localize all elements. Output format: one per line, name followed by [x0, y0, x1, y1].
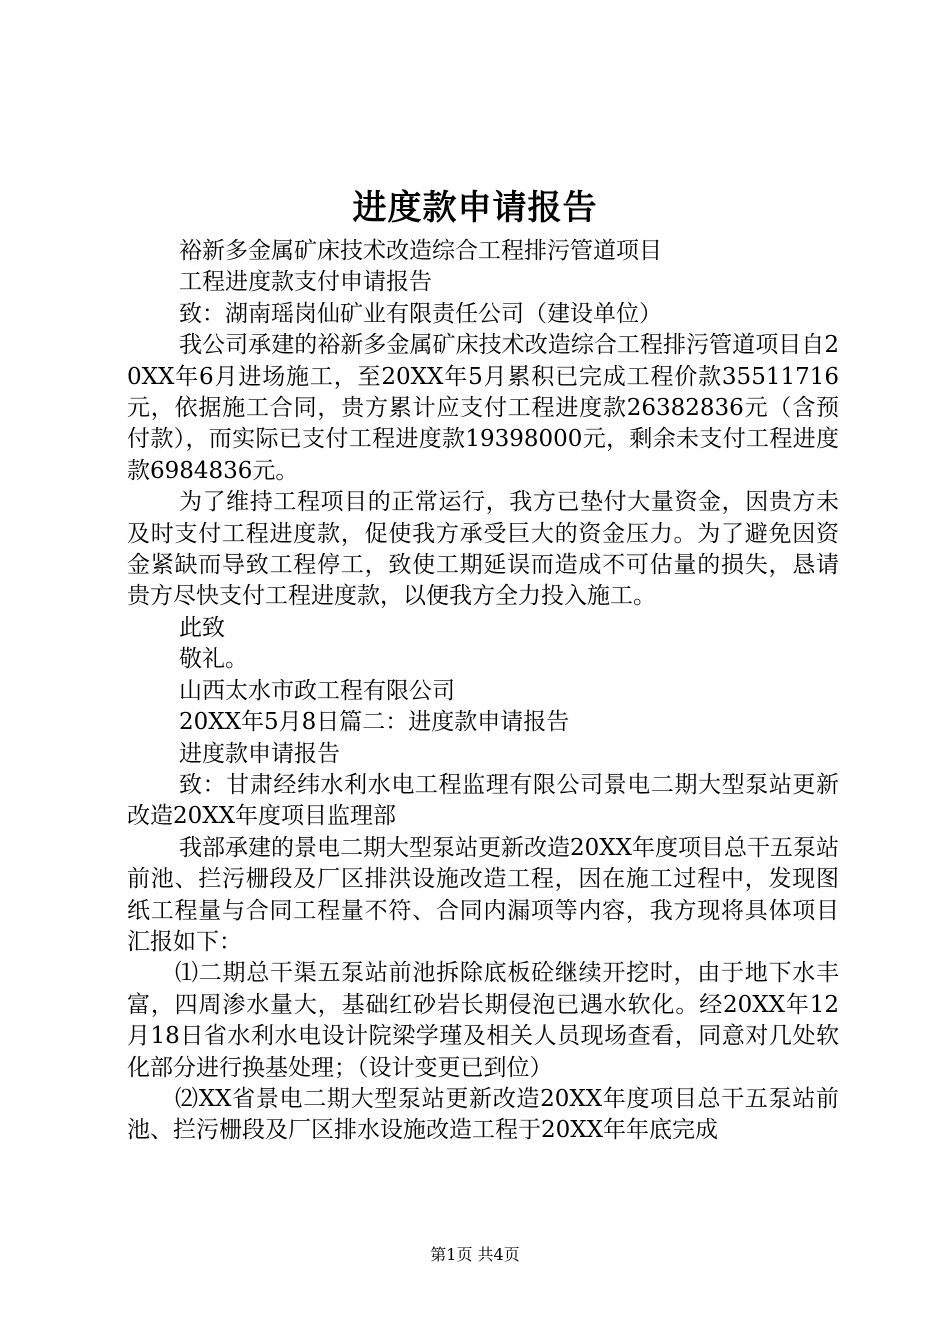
paragraph-item-2: ⑵XX省景电二期大型泵站更新改造20XX年度项目总干五泵站前池、拦污栅段及厂区排水设施改造工程于20XX年年底完成 [127, 1085, 839, 1144]
paragraph-closing-2: 敬礼。 [179, 646, 248, 673]
paragraph-second-body: 我部承建的景电二期大型泵站更新改造20XX年度项目总干五泵站前池、拦污栅段及厂区排洪设施改造工程，因在施工过程中，发现图纸工程量与合同工程量不符、合同内漏项等内容，我方现将具体项目汇报如下： [127, 834, 840, 955]
paragraph-item-1: ⑴二期总干渠五泵站前池拆除底板砼继续开挖时，由于地下水丰富，四周渗水量大，基础红砂岩长期侵泡已遇水软化。经20XX年12月18日省水利水电设计院梁学瑾及相关人员现场查看，同意对几处软化部分进行换基处理；（设计变更已到位） [127, 960, 839, 1081]
paragraph-company: 山西太水市政工程有限公司 [179, 677, 455, 704]
paragraph-request: 为了维持工程项目的正常运行，我方已垫付大量资金，因贵方未及时支付工程进度款，促使我方承受巨大的资金压力。为了避免因资金紧缺而导致工程停工，致使工期延误而造成不可估量的损失，恳请贵方尽快支付工程进度款，以便我方全力投入施工。 [127, 489, 839, 610]
paragraph-date: 20XX年5月8日篇二：进度款申请报告 [179, 709, 570, 736]
paragraph-project-name: 裕新多金属矿床技术改造综合工程排污管道项目 [179, 238, 662, 264]
paragraph-report-title: 工程进度款支付申请报告 [179, 269, 432, 296]
document-title: 进度款申请报告 [352, 188, 598, 228]
page-footer: 第1页 共4页 [430, 1245, 520, 1264]
document-body [127, 236, 839, 1147]
paragraph-second-addressee: 致：甘肃经纬水利水电工程监理有限公司景电二期大型泵站更新改造20XX年度项目监理部 [127, 771, 839, 830]
paragraph-progress: 我公司承建的裕新多金属矿床技术改造综合工程排污管道项目自20XX年6月进场施工，至20XX年5月累积已完成工程价款35511716元，依据施工合同，贵方累计应支付工程进度款26382836元（含预付款），而实际已支付工程进度款19398000元，剩余未支付工程进度款6984836元。 [127, 332, 839, 484]
paragraph-second-title: 进度款申请报告 [179, 740, 340, 767]
paragraph-closing-1: 此致 [179, 614, 225, 641]
paragraph-addressee: 致：湖南瑶岗仙矿业有限责任公司（建设单位） [179, 300, 662, 327]
